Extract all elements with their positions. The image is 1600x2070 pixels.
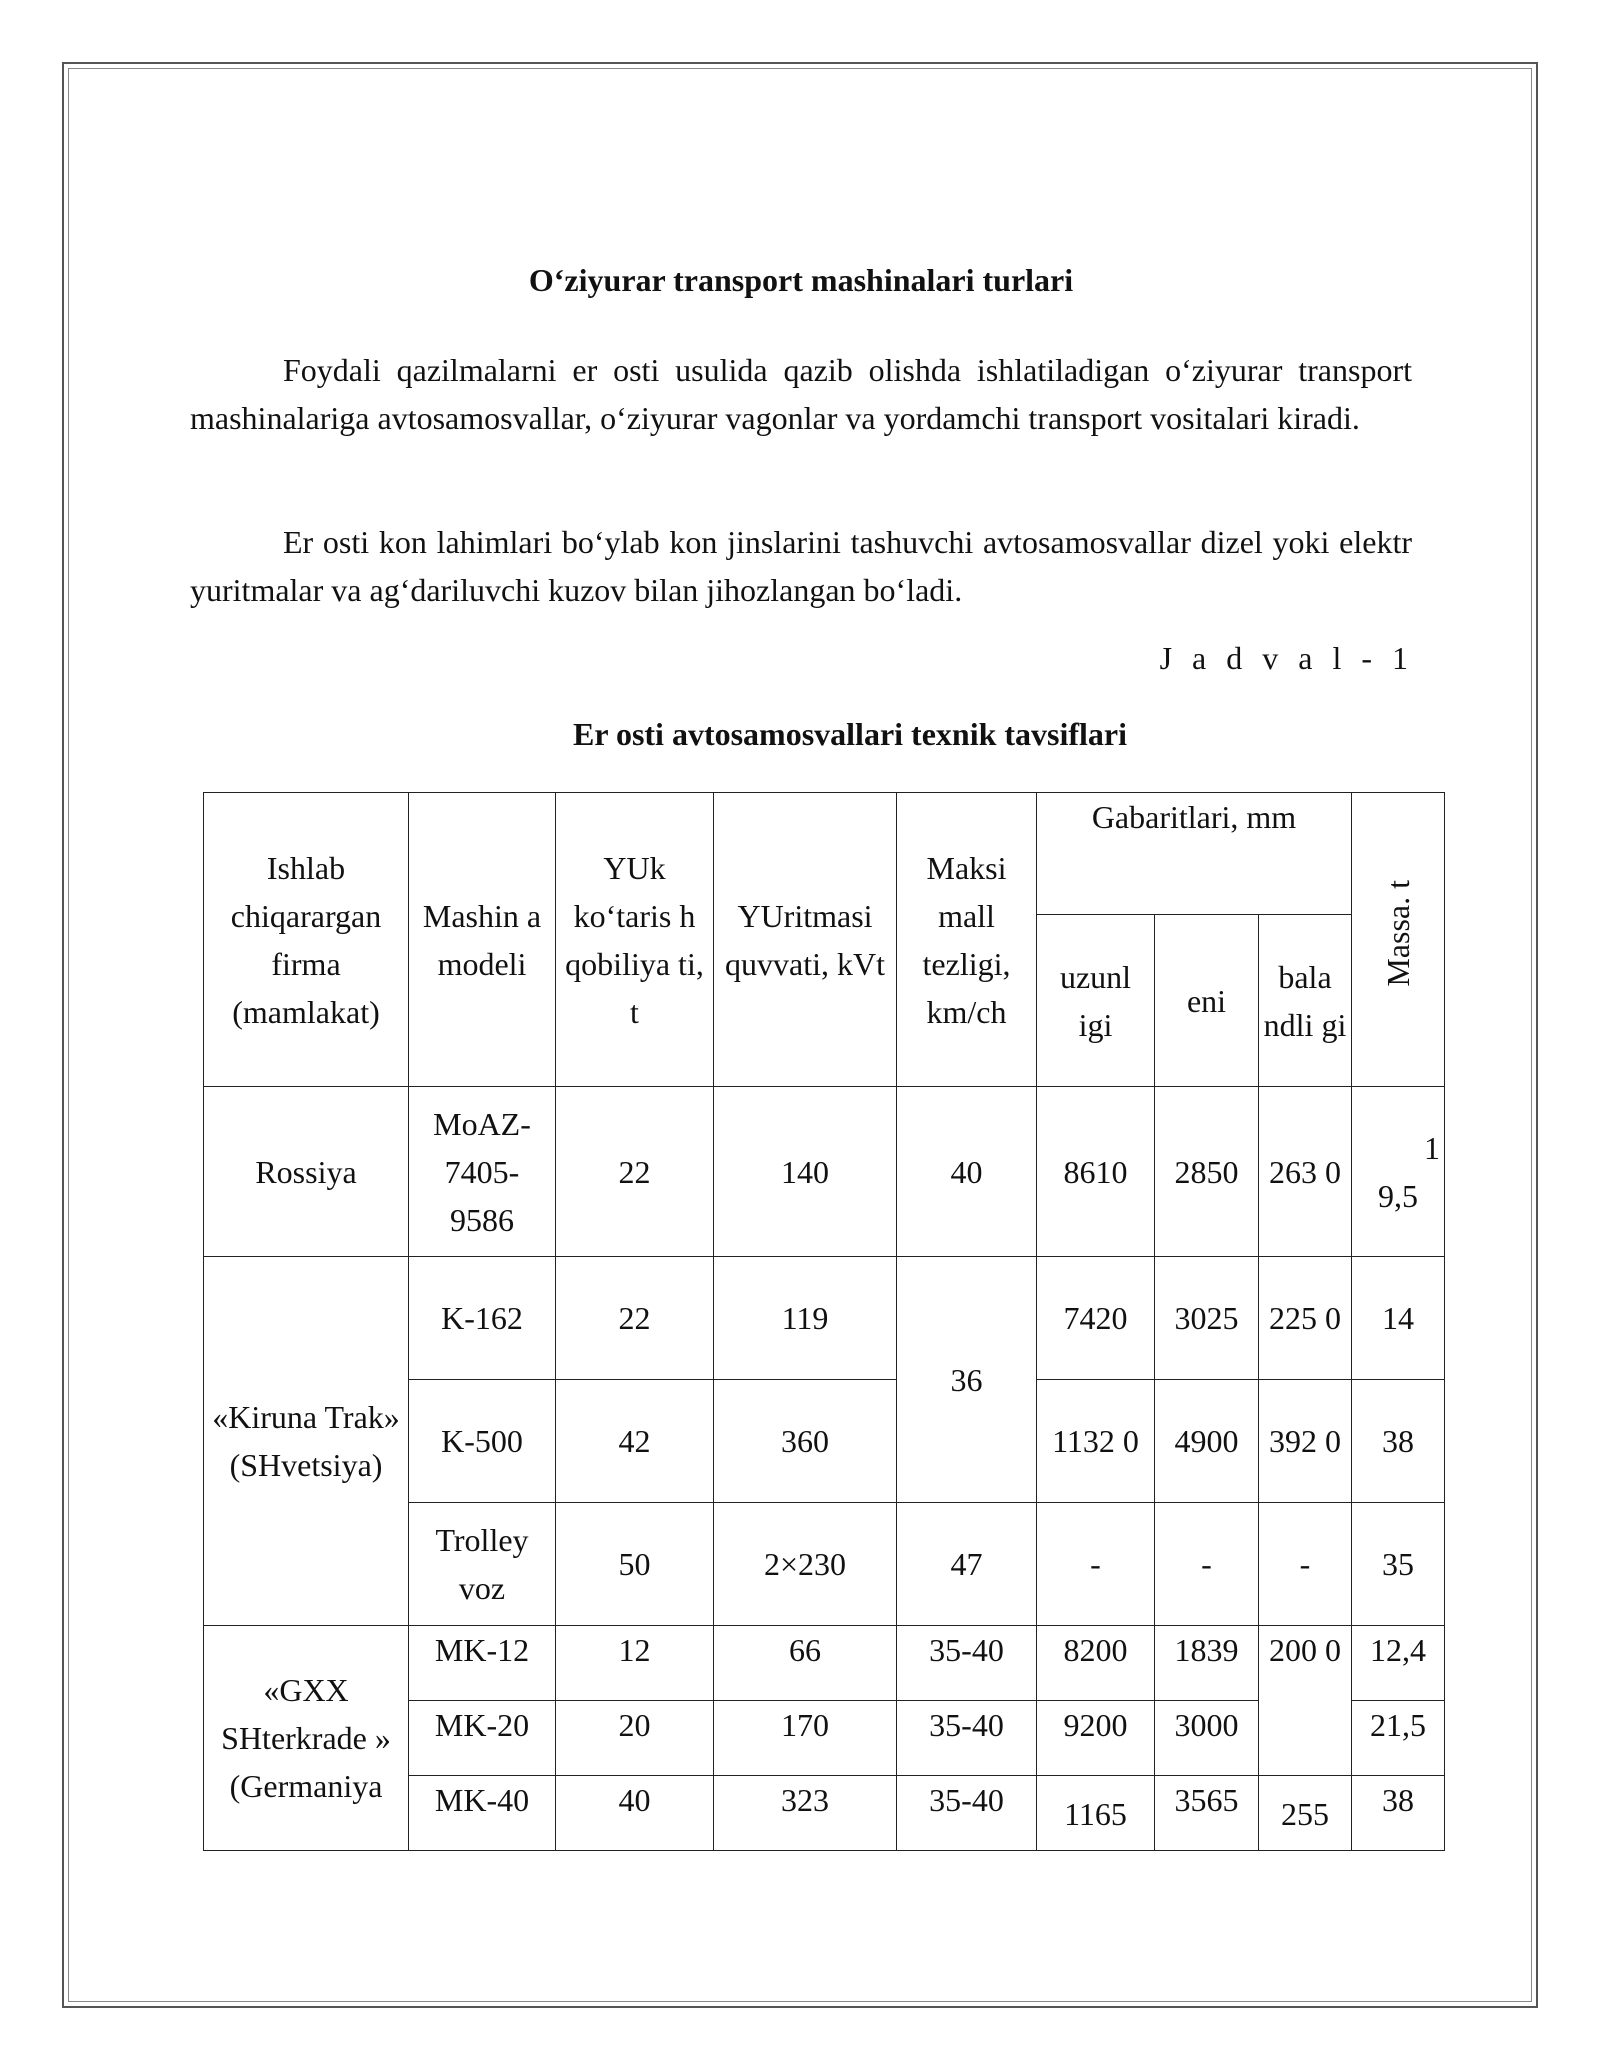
header-yuk: YUk ko‘taris h qobiliya ti, t xyxy=(556,793,714,1087)
cell-yuk: 42 xyxy=(556,1380,714,1503)
cell-yuk: 22 xyxy=(556,1257,714,1380)
cell-massa xyxy=(1352,1087,1445,1257)
cell-quvvat: 323 xyxy=(714,1776,897,1851)
cell-uzunligi: - xyxy=(1037,1503,1155,1626)
cell-yuk: 22 xyxy=(556,1087,714,1257)
cell-eni: 3025 xyxy=(1155,1257,1259,1380)
cell-model: Trolley voz xyxy=(409,1503,556,1626)
header-tezlik: Maksi mall tezligi, km/ch xyxy=(897,793,1037,1087)
cell-eni: 2850 xyxy=(1155,1087,1259,1257)
cell-yuk: 20 xyxy=(556,1701,714,1776)
cell-uzunligi: 8610 xyxy=(1037,1087,1155,1257)
header-row-1 xyxy=(204,793,1445,915)
cell-quvvat: 2×230 xyxy=(714,1503,897,1626)
cell-tezlik: 40 xyxy=(897,1087,1037,1257)
cell-quvvat: 140 xyxy=(714,1087,897,1257)
cell-balandligi: 225 0 xyxy=(1259,1257,1352,1380)
cell-massa: 21,5 xyxy=(1352,1701,1445,1776)
cell-massa: 38 xyxy=(1352,1380,1445,1503)
cell-uzunligi: 1132 0 xyxy=(1037,1380,1155,1503)
cell-eni: - xyxy=(1155,1503,1259,1626)
page-title: O‘ziyurar transport mashinalari turlari xyxy=(528,262,1074,298)
paragraph-1: Foydali qazilmalarni er osti usulida qazib olishda ishlatiladigan o‘ziyurar transport mashinalariga avtosamosvallar, o‘ziyurar vagonlar va yordamchi transport vositalari kiradi. xyxy=(190,352,1412,436)
cell-yuk: 12 xyxy=(556,1626,714,1701)
paragraph-2: Er osti kon lahimlari bo‘ylab kon jinslarini tashuvchi avtosamosvallar dizel yoki elektr yuritmalar va ag‘dariluvchi kuzov bilan jihozlangan bo‘ladi. xyxy=(190,524,1412,608)
table-row xyxy=(204,1626,1445,1701)
cell-model: K-162 xyxy=(409,1257,556,1380)
cell-uzunligi: 1165 xyxy=(1037,1776,1155,1851)
cell-uzunligi: 7420 xyxy=(1037,1257,1155,1380)
cell-model: MoAZ- 7405- 9586 xyxy=(409,1087,556,1257)
cell-yuk: 50 xyxy=(556,1503,714,1626)
table-row xyxy=(204,1257,1445,1380)
cell-eni: 4900 xyxy=(1155,1380,1259,1503)
cell-massa: 12,4 xyxy=(1352,1626,1445,1701)
cell-uzunligi: 9200 xyxy=(1037,1701,1155,1776)
table-label: J a d v a l - 1 xyxy=(1159,640,1414,676)
header-firma: Ishlab chiqarargan firma (mamlakat) xyxy=(204,793,409,1087)
cell-tezlik: 36 xyxy=(897,1257,1037,1503)
cell-balandligi: 200 0 xyxy=(1259,1626,1352,1776)
firm-gxx: «GXX SHterkrade » (Germaniya xyxy=(204,1626,409,1851)
cell-balandligi: 263 0 xyxy=(1259,1087,1352,1257)
cell-quvvat: 360 xyxy=(714,1380,897,1503)
cell-massa: 35 xyxy=(1352,1503,1445,1626)
cell-quvvat: 170 xyxy=(714,1701,897,1776)
cell-quvvat: 66 xyxy=(714,1626,897,1701)
header-massa-cell xyxy=(1352,793,1445,1087)
cell-model: K-500 xyxy=(409,1380,556,1503)
header-massa: Massa. t xyxy=(1380,879,1416,987)
table-row xyxy=(204,1087,1445,1257)
cell-tezlik: 35-40 xyxy=(897,1626,1037,1701)
cell-tezlik: 35-40 xyxy=(897,1701,1037,1776)
cell-balandligi: 392 0 xyxy=(1259,1380,1352,1503)
cell-balandligi: - xyxy=(1259,1503,1352,1626)
table-title: Er osti avtosamosvallari texnik tavsiflari xyxy=(572,716,1128,752)
cell-tezlik: 47 xyxy=(897,1503,1037,1626)
firm-rossiya: Rossiya xyxy=(204,1087,409,1257)
cell-quvvat: 119 xyxy=(714,1257,897,1380)
cell-model: MK-40 xyxy=(409,1776,556,1851)
header-eni: eni xyxy=(1155,915,1259,1087)
specs-table xyxy=(203,792,1445,1851)
cell-massa-part-2: 9,5 xyxy=(1378,1177,1418,1214)
cell-eni: 3565 xyxy=(1155,1776,1259,1851)
cell-yuk: 40 xyxy=(556,1776,714,1851)
header-model: Mashin a modeli xyxy=(409,793,556,1087)
firm-kiruna: «Kiruna Trak» (SHvetsiya) xyxy=(204,1257,409,1626)
cell-balandligi: 255 xyxy=(1259,1776,1352,1851)
header-balandligi: bala ndli gi xyxy=(1259,915,1352,1087)
cell-massa: 14 xyxy=(1352,1257,1445,1380)
header-gabarit: Gabaritlari, mm xyxy=(1037,793,1352,915)
cell-model: MK-12 xyxy=(409,1626,556,1701)
cell-eni: 1839 xyxy=(1155,1626,1259,1701)
cell-massa: 38 xyxy=(1352,1776,1445,1851)
cell-uzunligi: 8200 xyxy=(1037,1626,1155,1701)
header-uzunligi: uzunl igi xyxy=(1037,915,1155,1087)
cell-massa-part-1: 1 xyxy=(1424,1129,1440,1166)
cell-model: MK-20 xyxy=(409,1701,556,1776)
header-quvvat: YUritmasi quvvati, kVt xyxy=(714,793,897,1087)
cell-tezlik: 35-40 xyxy=(897,1776,1037,1851)
cell-eni: 3000 xyxy=(1155,1701,1259,1776)
